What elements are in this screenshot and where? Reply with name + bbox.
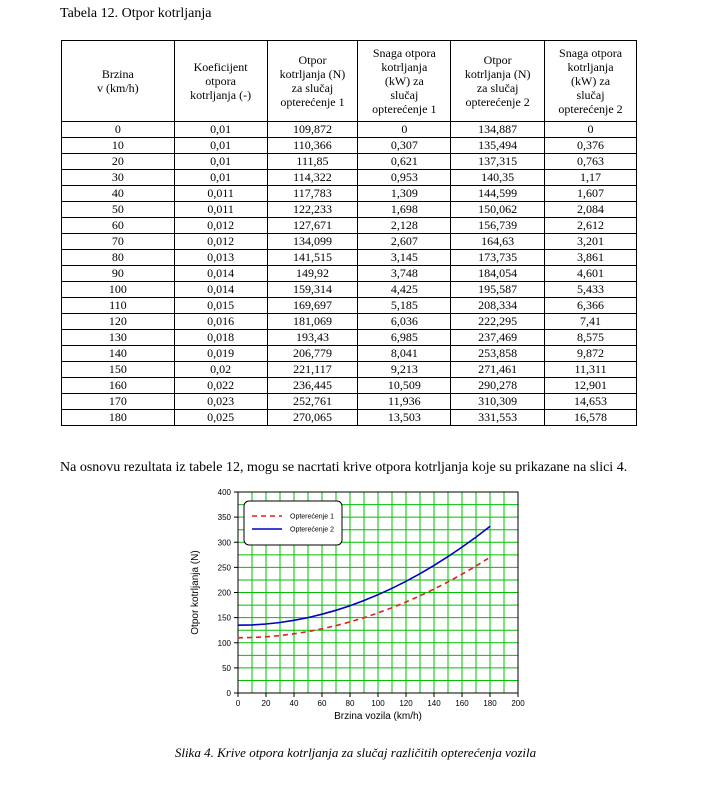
table-header-cell: Koeficijent otpora kotrljanja (-): [174, 41, 267, 122]
table-cell: 7,41: [545, 314, 637, 330]
table-cell: 127,671: [267, 218, 358, 234]
table-row: [62, 298, 637, 314]
table-header-cell: Otpor kotrljanja (N) za slučaj opterećenje 2: [451, 41, 545, 122]
rolling-resistance-table: [61, 40, 637, 426]
x-tick-label: 0: [235, 699, 241, 708]
series-1-point: [321, 628, 322, 629]
y-tick-label: 400: [217, 488, 231, 497]
series-1-point: [405, 601, 406, 602]
table-cell: 150,062: [451, 202, 545, 218]
table-cell: 5,185: [358, 298, 451, 314]
table-cell: 4,601: [545, 266, 637, 282]
table-cell: 137,315: [451, 154, 545, 170]
table-cell: 11,311: [545, 362, 637, 378]
table-cell: 0,015: [174, 298, 267, 314]
series-1-point: [433, 588, 434, 589]
series-1-point: [349, 621, 350, 622]
table-cell: 3,145: [358, 250, 451, 266]
table-row: [62, 330, 637, 346]
table-cell: 271,461: [451, 362, 545, 378]
y-tick-label: 250: [217, 563, 231, 573]
table-cell: 10,509: [358, 378, 451, 394]
y-tick-label: 100: [217, 638, 231, 648]
series-2-point: [279, 622, 280, 623]
table-row: [62, 138, 637, 154]
table-row: [62, 218, 637, 234]
series-2-point: [251, 624, 252, 625]
series-1-point: [461, 574, 462, 575]
legend-label-1: Opterećenje 1: [290, 513, 334, 521]
table-cell: 114,322: [267, 170, 358, 186]
series-2-point: [237, 625, 238, 626]
table-row: [62, 410, 637, 426]
table-cell: 0,01: [174, 122, 267, 138]
table-header-cell: Brzina v (km/h): [62, 41, 175, 122]
table-cell: 195,587: [451, 282, 545, 298]
table-cell: 0,307: [358, 138, 451, 154]
table-cell: 0,011: [174, 202, 267, 218]
series-2-point: [363, 600, 364, 601]
x-tick-label: 180: [483, 699, 497, 708]
series-2-point: [433, 565, 434, 566]
table-row: [62, 282, 637, 298]
table-cell: 2,084: [545, 202, 637, 218]
table-cell: 1,17: [545, 170, 637, 186]
series-2-point: [461, 547, 462, 548]
table-cell: 10: [62, 138, 175, 154]
series-1-point: [307, 631, 308, 632]
series-2-point: [377, 594, 378, 595]
table-cell: 117,783: [267, 186, 358, 202]
table-cell: 0,011: [174, 186, 267, 202]
table-cell: 1,309: [358, 186, 451, 202]
table-cell: 14,653: [545, 394, 637, 410]
table-cell: 1,698: [358, 202, 451, 218]
table-cell: 100: [62, 282, 175, 298]
table-row: [62, 250, 637, 266]
rolling-resistance-chart: [180, 486, 525, 731]
table-cell: 290,278: [451, 378, 545, 394]
table-row: [62, 202, 637, 218]
table-cell: 0,953: [358, 170, 451, 186]
x-tick-label: 20: [261, 699, 271, 708]
table-cell: 237,469: [451, 330, 545, 346]
table-cell: 20: [62, 154, 175, 170]
table-header-cell: Snaga otpora kotrljanja (kW) za slučaj opterećenje 2: [545, 41, 637, 122]
table-cell: 11,936: [358, 394, 451, 410]
table-cell: 1,607: [545, 186, 637, 202]
series-2-point: [391, 588, 392, 589]
table-cell: 160: [62, 378, 175, 394]
table-cell: 4,425: [358, 282, 451, 298]
table-row: [62, 122, 637, 138]
table-cell: 3,861: [545, 250, 637, 266]
series-1-point: [391, 607, 392, 608]
table-cell: 3,201: [545, 234, 637, 250]
x-tick-label: 200: [511, 699, 525, 708]
series-2-point: [475, 536, 476, 537]
table-cell: 0,012: [174, 218, 267, 234]
body-paragraph: Na osnovu rezultata iz tabele 12, mogu se nacrtati krive otpora kotrljanja koje su prikazane na slici 4.: [60, 460, 628, 475]
table-cell: 16,578: [545, 410, 637, 426]
table-row: [62, 346, 637, 362]
table-cell: 0,025: [174, 410, 267, 426]
table-cell: 60: [62, 218, 175, 234]
table-cell: 40: [62, 186, 175, 202]
series-1-point: [489, 557, 490, 558]
series-1-point: [265, 636, 266, 637]
table-cell: 0: [545, 122, 637, 138]
table-cell: 0,763: [545, 154, 637, 170]
table-row: [62, 186, 637, 202]
table-cell: 8,575: [545, 330, 637, 346]
table-cell: 0,01: [174, 170, 267, 186]
table-cell: 6,985: [358, 330, 451, 346]
series-1-point: [335, 625, 336, 626]
table-row: [62, 378, 637, 394]
table-cell: 130: [62, 330, 175, 346]
series-2-point: [405, 581, 406, 582]
series-2-point: [265, 623, 266, 624]
table-cell: 221,117: [267, 362, 358, 378]
table-header-cell: Otpor kotrljanja (N) za slučaj opterećenje 1: [267, 41, 358, 122]
table-cell: 90: [62, 266, 175, 282]
table-cell: 2,128: [358, 218, 451, 234]
chart-legend: [244, 501, 342, 545]
table-cell: 193,43: [267, 330, 358, 346]
series-2-point: [349, 605, 350, 606]
legend-box: [244, 501, 342, 545]
table-cell: 13,503: [358, 410, 451, 426]
table-cell: 110: [62, 298, 175, 314]
table-cell: 0: [358, 122, 451, 138]
table-cell: 0,012: [174, 234, 267, 250]
table-cell: 0,019: [174, 346, 267, 362]
table-cell: 270,065: [267, 410, 358, 426]
series-1-point: [377, 612, 378, 613]
table-row: [62, 266, 637, 282]
x-tick-label: 160: [455, 699, 469, 708]
table-cell: 5,433: [545, 282, 637, 298]
series-2-point: [321, 614, 322, 615]
table-cell: 173,735: [451, 250, 545, 266]
table-cell: 3,748: [358, 266, 451, 282]
table-row: [62, 170, 637, 186]
table-cell: 0,01: [174, 154, 267, 170]
table-cell: 184,054: [451, 266, 545, 282]
table-cell: 144,599: [451, 186, 545, 202]
y-axis-title: Otpor kotrljanja (N): [190, 550, 201, 635]
series-1-point: [447, 581, 448, 582]
table-cell: 149,92: [267, 266, 358, 282]
series-2-point: [489, 526, 490, 527]
table-cell: 0,02: [174, 362, 267, 378]
x-tick-label: 120: [399, 699, 413, 708]
series-1-point: [237, 637, 238, 638]
table-caption: Tabela 12. Otpor kotrljanja: [60, 6, 212, 21]
table-cell: 141,515: [267, 250, 358, 266]
table-cell: 9,213: [358, 362, 451, 378]
table-cell: 12,901: [545, 378, 637, 394]
table-cell: 6,036: [358, 314, 451, 330]
table-cell: 80: [62, 250, 175, 266]
table-cell: 0,376: [545, 138, 637, 154]
table-cell: 222,295: [451, 314, 545, 330]
table-row: [62, 314, 637, 330]
table-cell: 0,014: [174, 266, 267, 282]
x-tick-label: 80: [345, 699, 355, 708]
x-tick-label: 100: [371, 699, 385, 708]
table-row: [62, 234, 637, 250]
series-2-point: [307, 617, 308, 618]
table-cell: 70: [62, 234, 175, 250]
table-cell: 30: [62, 170, 175, 186]
table-cell: 150: [62, 362, 175, 378]
table-cell: 0,01: [174, 138, 267, 154]
table-cell: 110,366: [267, 138, 358, 154]
series-1-point: [475, 565, 476, 566]
table-cell: 0,016: [174, 314, 267, 330]
table-cell: 135,494: [451, 138, 545, 154]
table-cell: 2,607: [358, 234, 451, 250]
x-tick-label: 140: [427, 699, 441, 708]
table-header-cell: Snaga otpora kotrljanja (kW) za slučaj opterećenje 1: [358, 41, 451, 122]
table-body: [62, 122, 637, 426]
table-cell: 206,779: [267, 346, 358, 362]
table-cell: 0,023: [174, 394, 267, 410]
table-cell: 253,858: [451, 346, 545, 362]
table-row: [62, 154, 637, 170]
y-tick-label: 300: [217, 538, 231, 548]
table-cell: 140,35: [451, 170, 545, 186]
table-cell: 50: [62, 202, 175, 218]
table-row: [62, 362, 637, 378]
table-cell: 2,612: [545, 218, 637, 234]
table-cell: 181,069: [267, 314, 358, 330]
series-2-point: [293, 620, 294, 621]
x-tick-label: 40: [289, 699, 299, 708]
table-cell: 208,334: [451, 298, 545, 314]
table-cell: 120: [62, 314, 175, 330]
table-cell: 0,022: [174, 378, 267, 394]
x-tick-label: 60: [317, 699, 327, 708]
table-cell: 180: [62, 410, 175, 426]
table-cell: 0,013: [174, 250, 267, 266]
y-tick-label: 350: [217, 513, 231, 523]
table-cell: 0,621: [358, 154, 451, 170]
y-tick-label: 200: [217, 588, 231, 598]
table-cell: 111,85: [267, 154, 358, 170]
table-cell: 0: [62, 122, 175, 138]
table-cell: 134,887: [451, 122, 545, 138]
table-cell: 0,018: [174, 330, 267, 346]
series-1-point: [363, 617, 364, 618]
y-tick-label: 0: [226, 689, 231, 698]
series-2-point: [335, 610, 336, 611]
table-cell: 122,233: [267, 202, 358, 218]
table-cell: 252,761: [267, 394, 358, 410]
table-cell: 0,014: [174, 282, 267, 298]
series-2-point: [419, 573, 420, 574]
x-axis-title: Brzina vozila (km/h): [334, 711, 422, 722]
table-cell: 9,872: [545, 346, 637, 362]
table-cell: 331,553: [451, 410, 545, 426]
table-cell: 134,099: [267, 234, 358, 250]
series-2-point: [447, 556, 448, 557]
table-cell: 310,309: [451, 394, 545, 410]
table-cell: 156,739: [451, 218, 545, 234]
table-cell: 6,366: [545, 298, 637, 314]
series-1-point: [419, 595, 420, 596]
table-header-row: [62, 41, 637, 122]
y-tick-label: 150: [217, 613, 231, 623]
table-cell: 140: [62, 346, 175, 362]
table-cell: 109,872: [267, 122, 358, 138]
table-cell: 159,314: [267, 282, 358, 298]
table-cell: 236,445: [267, 378, 358, 394]
table-cell: 170: [62, 394, 175, 410]
y-tick-label: 50: [222, 663, 231, 673]
table-row: [62, 394, 637, 410]
series-1-point: [251, 637, 252, 638]
table-cell: 164,63: [451, 234, 545, 250]
series-1-point: [293, 633, 294, 634]
table-cell: 169,697: [267, 298, 358, 314]
table-cell: 8,041: [358, 346, 451, 362]
series-1-point: [279, 635, 280, 636]
figure-caption: Slika 4. Krive otpora kotrljanja za slučaj različitih opterećenja vozila: [174, 745, 537, 760]
legend-label-2: Opterećenje 2: [290, 526, 334, 534]
